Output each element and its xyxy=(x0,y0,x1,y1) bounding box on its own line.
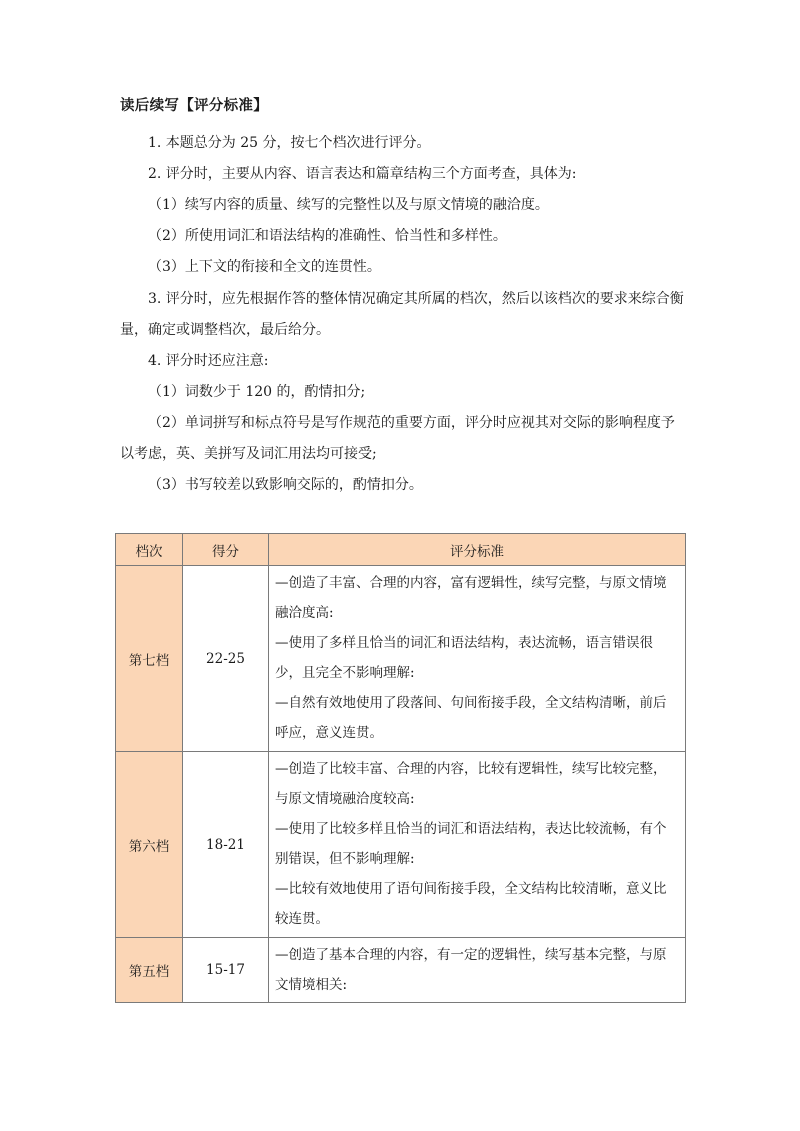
rule-2-item-1: （1）续写内容的质量、续写的完整性以及与原文情境的融洽度。 xyxy=(148,197,549,213)
score-cell: 22-25 xyxy=(183,566,269,752)
criteria-cell xyxy=(269,566,686,752)
table-header-row xyxy=(116,534,686,566)
scoring-table xyxy=(115,533,686,1003)
level-cell: 第五档 xyxy=(116,938,183,1003)
rule-4: 4. 评分时还应注意: xyxy=(148,353,269,369)
level-cell: 第六档 xyxy=(116,752,183,938)
criteria-line: —创造了比较丰富、合理的内容，比较有逻辑性，续写比较完整，与原文情境融洽度较高: xyxy=(275,761,667,807)
criteria-cell xyxy=(269,752,686,938)
header-level: 档次 xyxy=(116,534,183,566)
section-heading: 读后续写【评分标准】 xyxy=(120,97,268,114)
rule-2-item-2: （2）所使用词汇和语法结构的准确性、恰当性和多样性。 xyxy=(148,228,507,244)
rule-4-item-3: （3）书写较差以致影响交际的，酌情扣分。 xyxy=(148,477,423,493)
criteria-line: —自然有效地使用了段落间、句间衔接手段，全文结构清晰，前后呼应，意义连贯。 xyxy=(275,695,667,741)
score-cell: 15-17 xyxy=(183,938,269,1003)
criteria-line: —使用了多样且恰当的词汇和语法结构，表达流畅，语言错误很少，且完全不影响理解: xyxy=(275,635,653,681)
criteria-line: —创造了基本合理的内容，有一定的逻辑性，续写基本完整，与原文情境相关: xyxy=(275,947,667,993)
level-cell: 第七档 xyxy=(116,566,183,752)
criteria-line: —使用了比较多样且恰当的词汇和语法结构，表达比较流畅，有个别错误，但不影响理解: xyxy=(275,821,667,867)
table-row xyxy=(116,752,686,938)
criteria-line: —创造了丰富、合理的内容，富有逻辑性，续写完整，与原文情境融洽度高: xyxy=(275,575,667,621)
header-criteria: 评分标准 xyxy=(269,534,686,566)
rule-2: 2. 评分时，主要从内容、语言表达和篇章结构三个方面考查，具体为: xyxy=(148,166,577,182)
table-row xyxy=(116,938,686,1003)
header-score: 得分 xyxy=(183,534,269,566)
table-row xyxy=(116,566,686,752)
criteria-cell xyxy=(269,938,686,1003)
rule-4-item-2: （2）单词拼写和标点符号是写作规范的重要方面，评分时应视其对交际的影响程度予以考虑，英、美拼写及词汇用法均可接受; xyxy=(120,415,675,462)
rule-2-item-3: （3）上下文的衔接和全文的连贯性。 xyxy=(148,259,381,275)
score-cell: 18-21 xyxy=(183,752,269,938)
rule-4-item-1: （1）词数少于 120 的，酌情扣分; xyxy=(148,384,366,400)
criteria-line: —比较有效地使用了语句间衔接手段，全文结构比较清晰，意义比较连贯。 xyxy=(275,881,667,927)
rule-3: 3. 评分时，应先根据作答的整体情况确定其所属的档次，然后以该档次的要求来综合衡量，确定或调整档次，最后给分。 xyxy=(120,291,684,338)
rule-1: 1. 本题总分为 25 分，按七个档次进行评分。 xyxy=(148,135,431,151)
